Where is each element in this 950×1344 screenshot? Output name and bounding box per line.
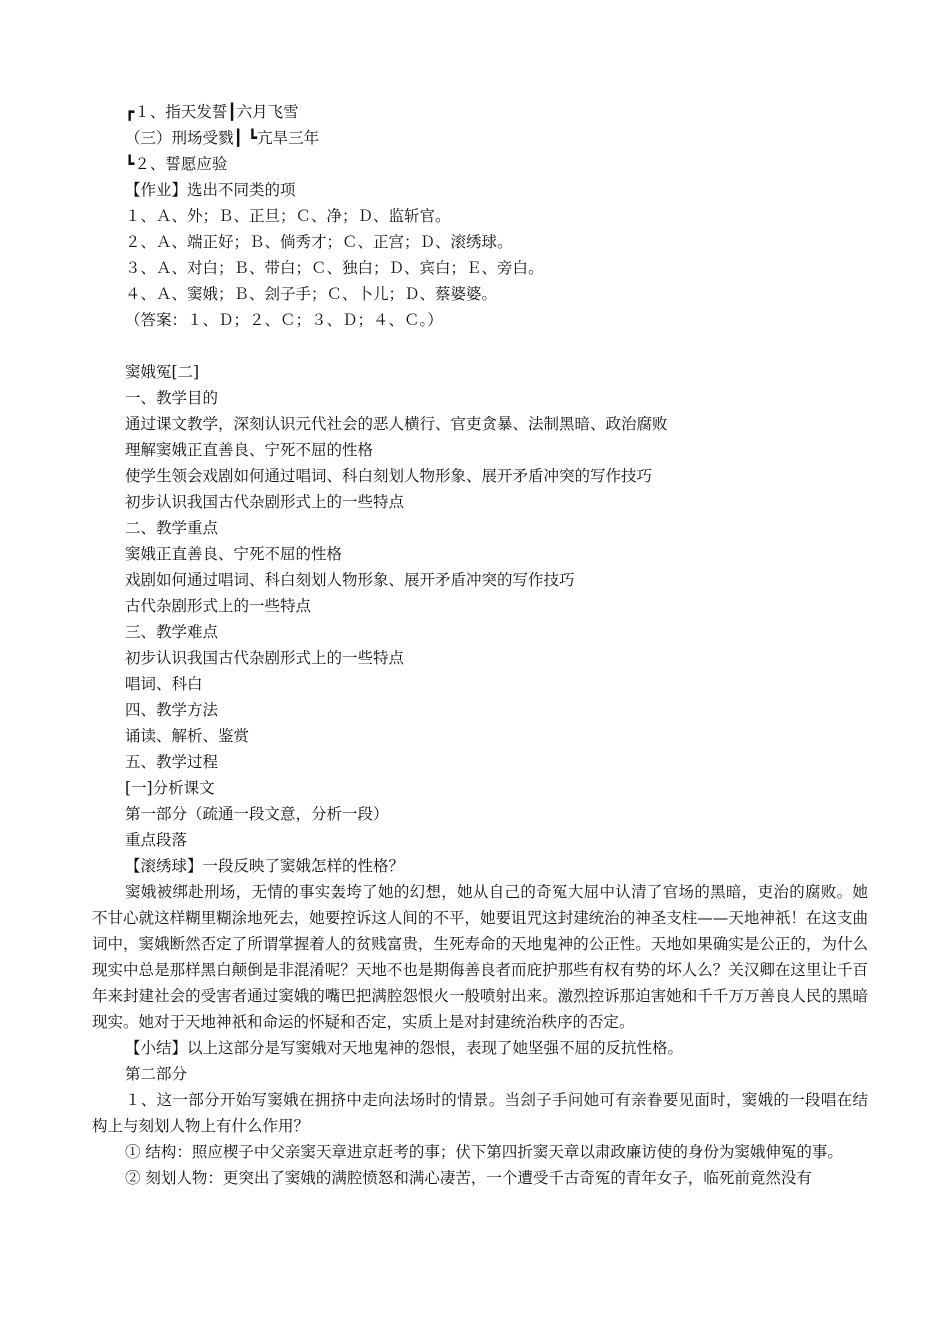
goal-line-2: 理解窦娥正直善良、宁死不屈的性格 [125, 441, 374, 459]
heading-process: 五、教学过程 [125, 753, 219, 771]
homework-item-4: ４、Ａ、窦娥；Ｂ、刽子手；Ｃ、卜儿；Ｄ、蔡婆婆。 [125, 285, 498, 303]
goal-line-1: 通过课文教学，深刻认识元代社会的恶人横行、官吏贪暴、法制黑暗、政治腐败 [125, 415, 668, 433]
goal-line-4: 初步认识我国古代杂剧形式上的一些特点 [125, 493, 405, 511]
homework-heading: 【作业】选出不同类的项 [125, 181, 296, 199]
outline-line-2: （三）刑场受戮┃ ┗亢旱三年 [125, 129, 320, 147]
part-two-question: １、这一部分开始写窦娥在拥挤中走向法场时的情景。当刽子手问她可有亲眷要见面时，窦娥的一段唱在结构上与刻划人物上有什么作用？ [92, 1091, 868, 1135]
homework-item-1: １、Ａ、外；Ｂ、正旦；Ｃ、净；Ｄ、监斩官。 [125, 207, 451, 225]
outline-line-3: ┗２、誓愿应验 [125, 155, 228, 173]
homework-item-2: ２、Ａ、端正好；Ｂ、倘秀才；Ｃ、正宫；Ｄ、滚绣球。 [125, 233, 513, 251]
key-paragraph-label: 重点段落 [125, 831, 188, 849]
analysis-paragraph: 窦娥被绑赴刑场，无情的事实轰垮了她的幻想，她从自己的奇冤大屈中认清了官场的黑暗，吏治的腐败。她不甘心就这样糊里糊涂地死去，她要控诉这人间的不平，她要诅咒这封建统治的神圣支柱——天地神祇！在这支曲词中，窦娥断然否定了所谓掌握着人的贫贱富贵，生死寿命的天地鬼神的公正性。天地如果确实是公正的，为什么现实中总是那样黑白颠倒是非混淆呢？天地不也是期侮善良者而庇护那些有权有势的坏人么？关汉卿在这里让千百年来封建社会的受害者通过窦娥的嘴巴把满腔怨恨火一般喷射出来。激烈控诉那迫害她和千千万万善良人民的黑暗现实。她对于天地神祇和命运的怀疑和否定，实质上是对封建统治秩序的否定。 [92, 883, 868, 1031]
answer-structure: ① 结构：照应楔子中父亲窦天章进京赶考的事；伏下第四折窦天章以肃政廉访使的身份为窦娥伸冤的事。 [125, 1143, 843, 1161]
homework-answers: （答案：１、Ｄ；２、Ｃ；３、Ｄ；４、Ｃ。） [125, 311, 443, 329]
methods-line: 诵读、解析、鉴赏 [125, 727, 250, 745]
process-step-1: [一]分析课文 [125, 779, 215, 797]
summary-line: 【小结】以上这部分是写窦娥对天地鬼神的怨恨，表现了她坚强不屈的反抗性格。 [125, 1039, 684, 1057]
blank-line [92, 333, 868, 359]
question-1: 【滚绣球】一段反映了窦娥怎样的性格？ [125, 857, 405, 875]
outline-line-1: ┏１、指天发誓┃六月飞雪 [125, 103, 299, 121]
section-title: 窦娥冤[二] [125, 363, 200, 381]
part-two-heading: 第二部分 [125, 1065, 188, 1083]
heading-key-points: 二、教学重点 [125, 519, 219, 537]
key-point-3: 古代杂剧形式上的一些特点 [125, 597, 312, 615]
answer-characterization: ② 刻划人物：更突出了窦娥的满腔愤怒和满心凄苦，一个遭受千古奇冤的青年女子，临死前竟然没有 [125, 1169, 812, 1187]
heading-teaching-goals: 一、教学目的 [125, 389, 219, 407]
key-point-1: 窦娥正直善良、宁死不屈的性格 [125, 545, 343, 563]
heading-difficulties: 三、教学难点 [125, 623, 219, 641]
goal-line-3: 使学生领会戏剧如何通过唱词、科白刻划人物形象、展开矛盾冲突的写作技巧 [125, 467, 653, 485]
key-point-2: 戏剧如何通过唱词、科白刻划人物形象、展开矛盾冲突的写作技巧 [125, 571, 575, 589]
difficulty-1: 初步认识我国古代杂剧形式上的一些特点 [125, 649, 405, 667]
homework-item-3: ３、Ａ、对白；Ｂ、带白；Ｃ、独白；Ｄ、宾白；Ｅ、旁白。 [125, 259, 544, 277]
document-body [92, 99, 868, 1191]
heading-methods: 四、教学方法 [125, 701, 219, 719]
part-one-heading: 第一部分（疏通一段文意，分析一段） [125, 805, 389, 823]
difficulty-2: 唱词、科白 [125, 675, 203, 693]
